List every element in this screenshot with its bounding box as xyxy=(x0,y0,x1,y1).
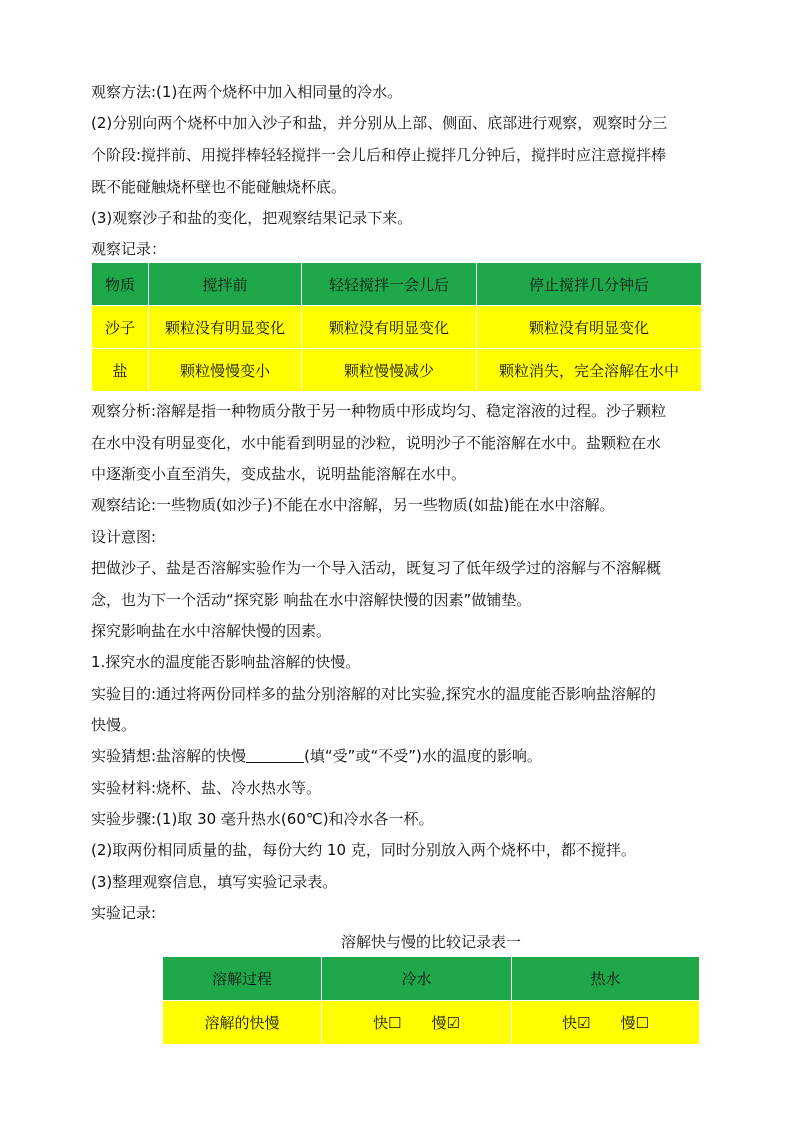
table-cell: 颗粒慢慢减少 xyxy=(302,349,477,392)
step-2-line-2: 个阶段:搅拌前、用搅拌棒轻轻搅拌一会儿后和停止搅拌几分钟后，搅拌时应注意搅拌棒 xyxy=(91,146,667,164)
table2-caption: 溶解快与慢的比较记录表一 xyxy=(340,933,521,951)
header-cell: 轻轻搅拌一会儿后 xyxy=(302,263,477,306)
table-cell: 颗粒慢慢变小 xyxy=(149,349,302,392)
observation-analysis-line-2: 在水中没有明显变化，水中能看到明显的沙粒，说明沙子不能溶解在水中。盐颗粒在水 xyxy=(91,434,662,452)
step-2-line-1: (2)分别向两个烧杯中加入沙子和盐，并分别从上部、侧面、底部进行观察，观察时分三 xyxy=(91,114,668,132)
experiment-steps-line-3: (3)整理观察信息，填写实验记录表。 xyxy=(91,873,338,891)
cold-water-checkbox-cell[interactable]: 快☐ 慢☑ xyxy=(322,1001,512,1045)
observation-table xyxy=(91,262,702,392)
header-cell: 搅拌前 xyxy=(149,263,302,306)
experiment-record-label: 实验记录: xyxy=(91,904,157,922)
header-cell: 溶解过程 xyxy=(163,957,322,1001)
design-intent-line-1: 把做沙子、盐是否溶解实验作为一个导入活动，既复习了低年级学过的溶解与不溶解概 xyxy=(91,559,662,577)
fill-in-blank[interactable] xyxy=(246,747,304,763)
observation-conclusion-line: 观察结论:一些物质(如沙子)不能在水中溶解，另一些物质(如盐)能在水中溶解。 xyxy=(91,496,615,514)
observation-table-header xyxy=(92,263,702,306)
step-2-line-3: 既不能碰触烧杯壁也不能碰触烧杯底。 xyxy=(91,178,347,196)
hot-water-checkbox-cell[interactable]: 快☑ 慢☐ xyxy=(512,1001,700,1045)
experiment-steps-line-2: (2)取两份相同质量的盐，每份大约 10 克，同时分别放入两个烧杯中，都不搅拌。 xyxy=(91,841,636,859)
table-row-salt xyxy=(92,349,702,392)
table-cell: 沙子 xyxy=(92,306,149,349)
table-cell: 盐 xyxy=(92,349,149,392)
table-cell: 颗粒消失，完全溶解在水中 xyxy=(477,349,702,392)
observation-method-line: 观察方法:(1)在两个烧杯中加入相同量的冷水。 xyxy=(91,83,403,101)
header-cell: 停止搅拌几分钟后 xyxy=(477,263,702,306)
explore-factors-heading: 探究影响盐在水中溶解快慢的因素。 xyxy=(91,622,332,640)
table-row-sand xyxy=(92,306,702,349)
experiment-purpose-line-2: 快慢。 xyxy=(91,716,137,734)
design-intent-label: 设计意图: xyxy=(91,528,157,546)
hypothesis-prefix: 实验猜想:盐溶解的快慢 xyxy=(91,747,247,765)
table-cell: 溶解的快慢 xyxy=(163,1001,322,1045)
experiment-steps-line-1: 实验步骤:(1)取 30 毫升热水(60℃)和冷水各一杯。 xyxy=(91,810,434,828)
hypothesis-suffix: (填“受”或“不受”)水的温度的影响。 xyxy=(304,747,542,765)
dissolving-table-header xyxy=(163,957,700,1001)
table-cell: 颗粒没有明显变化 xyxy=(149,306,302,349)
observation-analysis-line-1: 观察分析:溶解是指一种物质分散于另一种物质中形成均匀、稳定溶液的过程。沙子颗粒 xyxy=(91,402,667,420)
observation-record-label: 观察记录： xyxy=(91,240,167,258)
observation-analysis-line-3: 中逐渐变小直至消失，变成盐水，说明盐能溶解在水中。 xyxy=(91,465,467,483)
dissolving-table-row xyxy=(163,1001,700,1045)
header-cell: 物质 xyxy=(92,263,149,306)
header-cell: 热水 xyxy=(512,957,700,1001)
table-cell: 颗粒没有明显变化 xyxy=(477,306,702,349)
design-intent-line-2: 念，也为下一个活动“探究影 响盐在水中溶解快慢的因素”做铺垫。 xyxy=(91,591,532,609)
experiment-hypothesis-line xyxy=(91,746,542,766)
dissolving-speed-table xyxy=(162,956,700,1045)
header-cell: 冷水 xyxy=(322,957,512,1001)
section-1-heading: 1.探究水的温度能否影响盐溶解的快慢。 xyxy=(91,653,361,671)
experiment-purpose-line-1: 实验目的:通过将两份同样多的盐分别溶解的对比实验,探究水的温度能否影响盐溶解的 xyxy=(91,685,656,703)
step-3-line: (3)观察沙子和盐的变化，把观察结果记录下来。 xyxy=(91,209,413,227)
table-cell: 颗粒没有明显变化 xyxy=(302,306,477,349)
experiment-materials-line: 实验材料:烧杯、盐、冷水热水等。 xyxy=(91,779,322,797)
